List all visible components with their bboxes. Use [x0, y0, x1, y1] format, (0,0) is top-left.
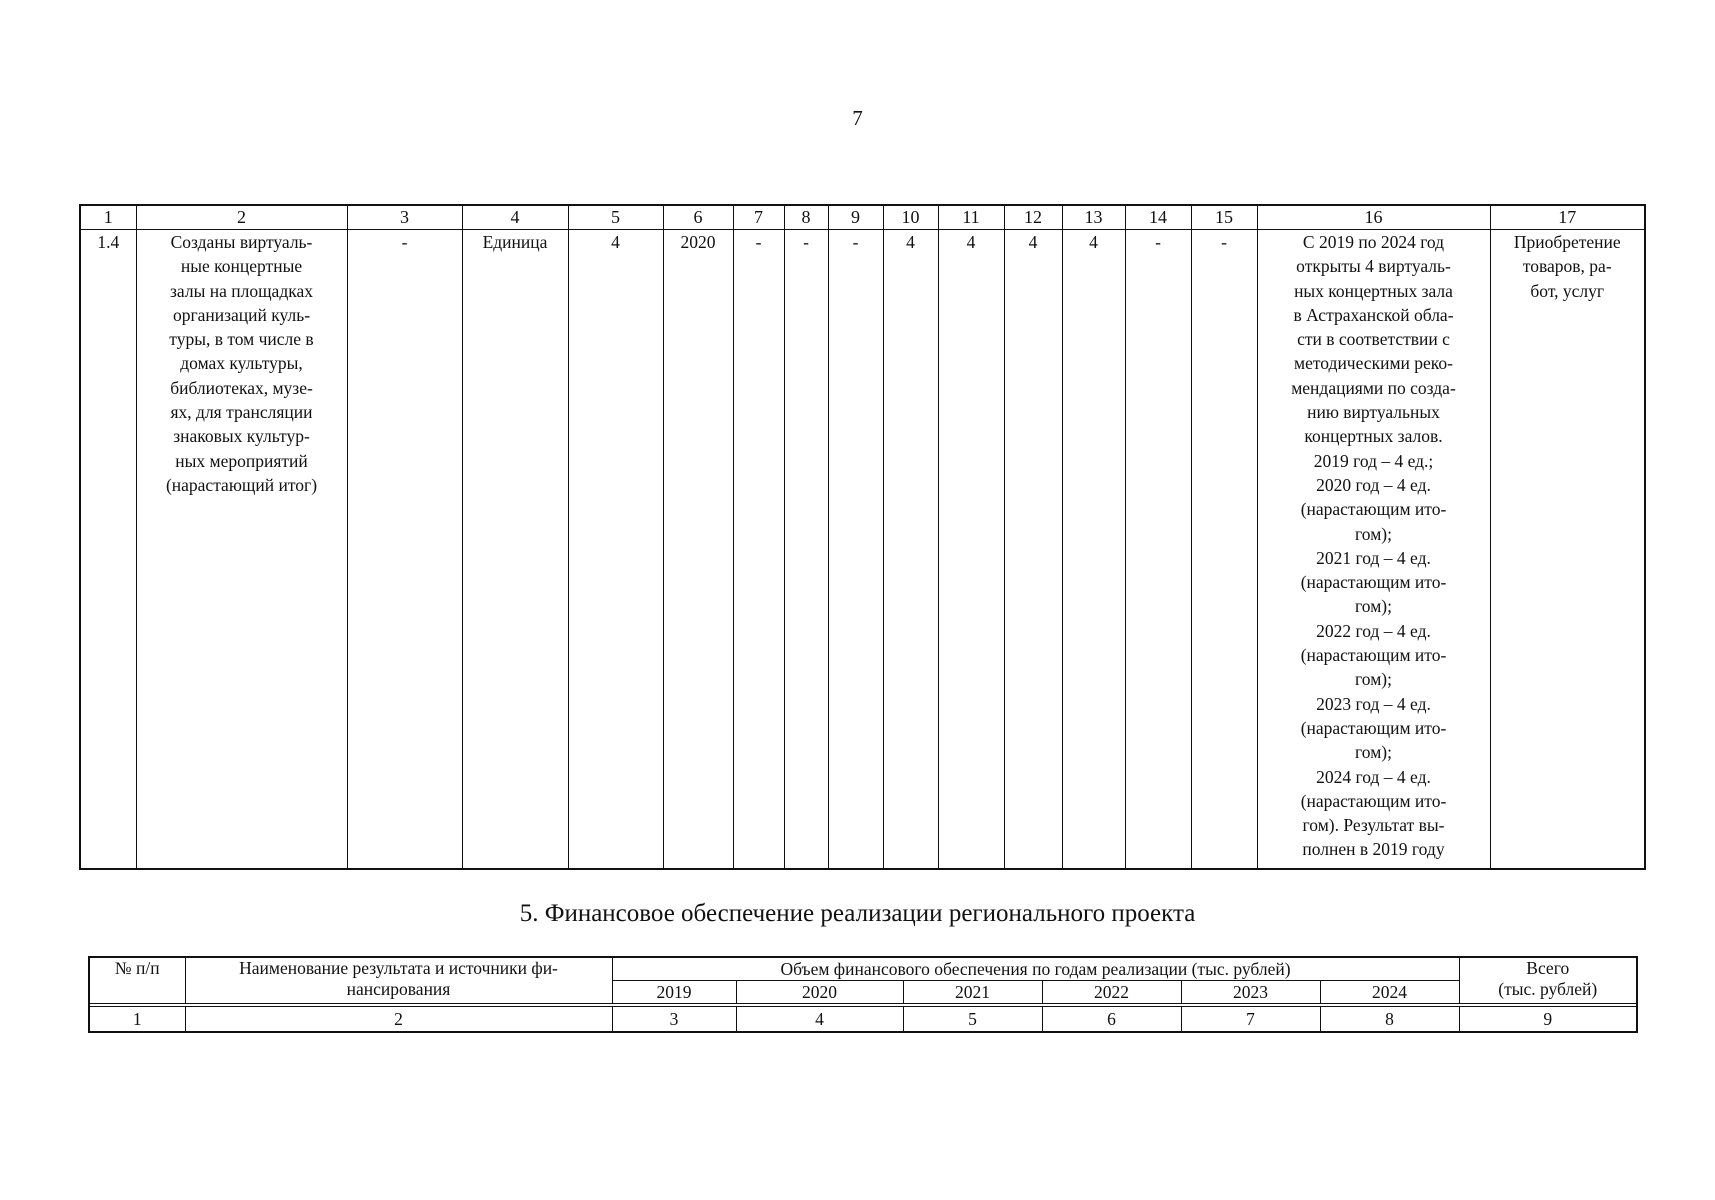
finance-number-cell: 8 [1320, 1007, 1459, 1033]
results-header-cell: 6 [663, 205, 733, 230]
finance-year-cell: 2019 [612, 981, 736, 1004]
results-header-row [80, 205, 1645, 230]
results-header-cell: 15 [1191, 205, 1257, 230]
finance-col-number: № п/п [89, 957, 185, 1004]
results-header-cell: 8 [784, 205, 828, 230]
result-col-15: - [1191, 230, 1257, 870]
results-data-row [80, 230, 1645, 870]
results-header-cell: 11 [938, 205, 1004, 230]
results-header-cell: 7 [733, 205, 784, 230]
results-header-cell: 2 [136, 205, 347, 230]
result-col-3: - [347, 230, 462, 870]
finance-year-cell: 2023 [1181, 981, 1320, 1004]
results-header-cell: 17 [1490, 205, 1645, 230]
section-title: 5. Финансовое обеспечение реализации регионального проекта [519, 900, 1196, 927]
result-number: 1.4 [80, 230, 136, 870]
finance-header-row [89, 957, 1637, 981]
page-number: 7 [852, 106, 863, 130]
results-table [79, 204, 1646, 870]
finance-year-cell: 2024 [1320, 981, 1459, 1004]
results-header-cell: 4 [462, 205, 568, 230]
finance-table [88, 956, 1638, 1033]
finance-year-cell: 2020 [736, 981, 903, 1004]
finance-number-cell: 9 [1459, 1007, 1637, 1033]
finance-number-row [89, 1007, 1637, 1033]
result-col-11: 4 [938, 230, 1004, 870]
result-col-8: - [784, 230, 828, 870]
results-header-cell: 1 [80, 205, 136, 230]
finance-year-cell: 2022 [1042, 981, 1181, 1004]
finance-number-cell: 3 [612, 1007, 736, 1033]
finance-col-total: Всего (тыс. рублей) [1459, 957, 1637, 1004]
results-header-cell: 13 [1062, 205, 1125, 230]
finance-number-cell: 5 [903, 1007, 1042, 1033]
finance-number-cell: 2 [185, 1007, 612, 1033]
result-col-9: - [828, 230, 883, 870]
results-header-cell: 10 [883, 205, 938, 230]
results-header-cell: 16 [1257, 205, 1490, 230]
result-col-6: 2020 [663, 230, 733, 870]
finance-number-cell: 1 [89, 1007, 185, 1033]
result-type: Приобретение товаров, ра- бот, услуг [1490, 230, 1645, 870]
results-header-cell: 9 [828, 205, 883, 230]
result-description: С 2019 по 2024 год открыты 4 виртуаль- ных концертных зала в Астраханской обла- сти в соответствии с методическими реко- мендациями по созда- нию виртуальных концертных залов. 2019 год – 4 ед.; 2020 год – 4 ед. (нарастающим ито- гом); 2021 год – 4 ед. (нарастающим ито- гом); 2022 год – 4 ед. (нарастающим ито- гом); 2023 год – 4 ед. (нарастающим ито- гом); 2024 год – 4 ед. (нарастающим ито- гом). Результат вы- полнен в 2019 году [1257, 230, 1490, 870]
result-col-12: 4 [1004, 230, 1062, 870]
result-name: Созданы виртуаль- ные концертные залы на площадках организаций куль- туры, в том числе в домах культуры, библиотеках, музе- ях, для трансляции знаковых культур- ных мероприятий (нарастающий итог) [136, 230, 347, 870]
finance-number-cell: 4 [736, 1007, 903, 1033]
finance-number-cell: 6 [1042, 1007, 1181, 1033]
results-header-cell: 5 [568, 205, 663, 230]
results-header-cell: 12 [1004, 205, 1062, 230]
results-header-cell: 14 [1125, 205, 1191, 230]
results-header-cell: 3 [347, 205, 462, 230]
result-col-14: - [1125, 230, 1191, 870]
finance-col-name: Наименование результата и источники фи- нансирования [185, 957, 612, 1004]
result-col-13: 4 [1062, 230, 1125, 870]
result-col-7: - [733, 230, 784, 870]
finance-col-volume: Объем финансового обеспечения по годам реализации (тыс. рублей) [612, 957, 1459, 981]
result-col-5: 4 [568, 230, 663, 870]
result-col-10: 4 [883, 230, 938, 870]
finance-year-cell: 2021 [903, 981, 1042, 1004]
finance-number-cell: 7 [1181, 1007, 1320, 1033]
result-unit: Единица [462, 230, 568, 870]
